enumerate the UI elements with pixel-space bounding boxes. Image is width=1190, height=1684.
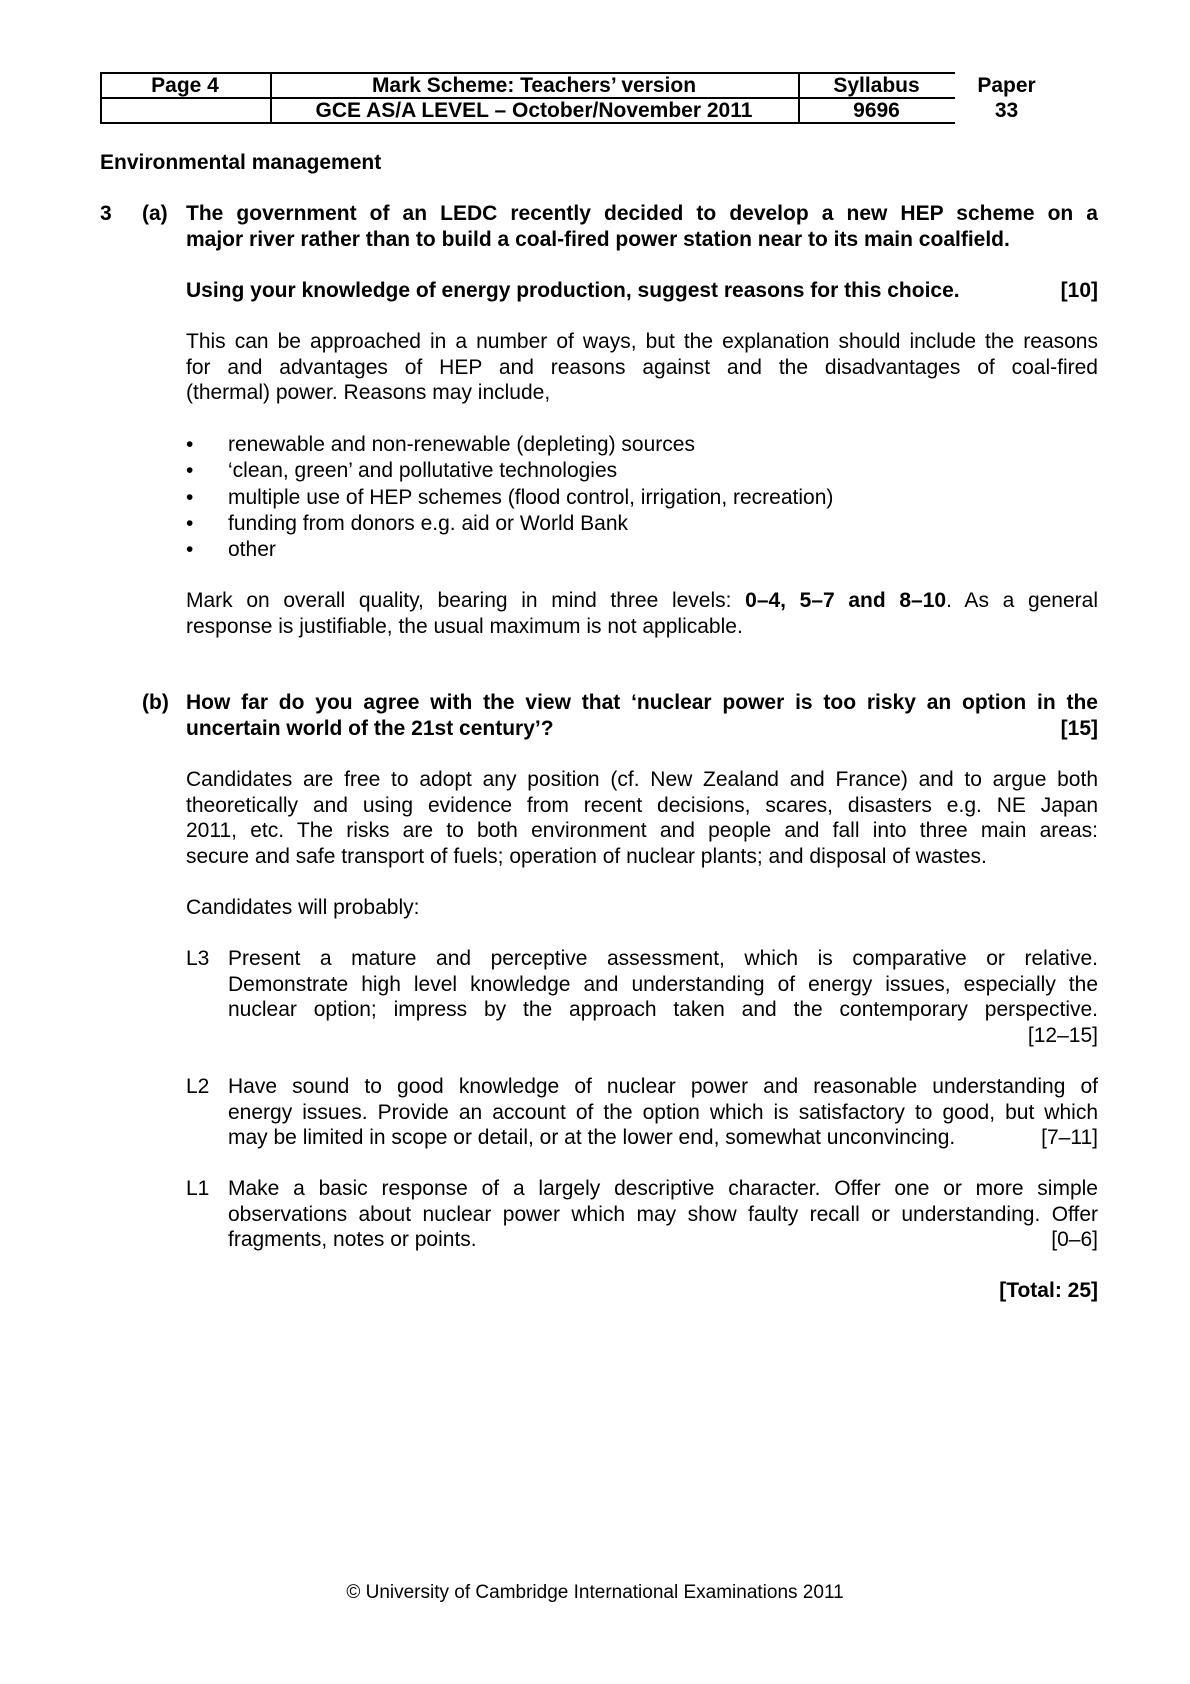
level-range: [12–15] (1027, 1023, 1098, 1047)
list-item: multiple use of HEP schemes (flood control, irrigation, recreation) (228, 486, 834, 509)
bullet-icon: • (186, 459, 194, 482)
intro-line: Candidates are free to adopt any position (cf. New Zealand and France) and to argue both (186, 768, 1098, 791)
intro-line: secure and safe transport of fuels; operation of nuclear plants; and disposal of wastes. (186, 844, 987, 868)
level-line: Present a mature and perceptive assessment, which is comparative or relative. (228, 947, 1098, 970)
level-description (228, 1074, 1098, 1151)
list-item: renewable and non-renewable (depleting) sources (228, 433, 695, 456)
part-a-instruction-row (186, 278, 1098, 304)
intro-line: 2011, etc. The risks are to both environment and people and fall into three main areas: (186, 819, 1098, 842)
part-a-instruction: Using your knowledge of energy production, suggest reasons for this choice. (186, 279, 960, 302)
mark-levels: 0–4, 5–7 and 8–10 (745, 589, 947, 612)
list-item: funding from donors e.g. aid or World Bank (228, 512, 628, 535)
bullet-icon: • (186, 433, 194, 456)
total-marks: [Total: 25] (999, 1279, 1098, 1302)
level-line: energy issues. Provide an account of the option which is satisfactory to good, but which (228, 1100, 1098, 1124)
level-line: Make a basic response of a largely descriptive character. Offer one or more simple (228, 1177, 1098, 1200)
header-paper-label: Paper (977, 74, 1036, 97)
part-b-label: (b) (142, 691, 169, 714)
mark-note-text: . As a general (946, 589, 1098, 612)
candidates-line: Candidates will probably: (186, 896, 420, 919)
intro-line: (thermal) power. Reasons may include, (186, 381, 551, 404)
level-line: Demonstrate high level knowledge and understanding of energy issues, especially the (228, 972, 1098, 996)
intro-line: This can be approached in a number of ways, but the explanation should include the reasons (186, 330, 1098, 353)
intro-line: theoretically and using evidence from recent decisions, scares, disasters e.g. NE Japan (186, 793, 1098, 817)
level-description (228, 1176, 1098, 1253)
header-title: Mark Scheme: Teachers’ version (371, 74, 697, 97)
question-line: major river rather than to build a coal-fired power station near to its main coalfield. (186, 227, 1010, 251)
intro-line: for and advantages of HEP and reasons against and the disadvantages of coal-fired (186, 355, 1098, 379)
header-syllabus-label: Syllabus (833, 74, 920, 97)
header-page: Page 4 (151, 74, 219, 97)
part-a-question (186, 201, 1098, 252)
level-text: fragments, notes or points. (228, 1228, 477, 1251)
section-title: Environmental management (100, 151, 382, 174)
part-b-question (186, 690, 1098, 741)
question-number: 3 (100, 202, 112, 225)
bullet-icon: • (186, 486, 194, 509)
level-description (228, 946, 1098, 1048)
mark-note-text: Mark on overall quality, bearing in mind three levels: (186, 589, 746, 612)
part-a-label: (a) (142, 202, 168, 225)
header-exam: GCE AS/A LEVEL – October/November 2011 (315, 99, 753, 122)
header-syllabus-code: 9696 (853, 99, 900, 122)
footer-copyright: © University of Cambridge International Examinations 2011 (346, 1582, 844, 1603)
mark-note-line (186, 588, 1098, 614)
header-paper-number: 33 (994, 99, 1019, 122)
part-a-intro (186, 329, 1098, 406)
list-item: other (228, 538, 276, 561)
question-line: How far do you agree with the view that ‘nuclear power is too risky an option in the (186, 691, 1098, 714)
part-a-mark-note (186, 588, 1098, 639)
level-label: L2 (186, 1075, 210, 1098)
level-line: nuclear option; impress by the approach taken and the contemporary perspective. (228, 998, 1098, 1021)
header-table (100, 72, 1058, 124)
question-line: The government of an LEDC recently decided to develop a new HEP scheme on a (186, 202, 1098, 225)
level-range: [7–11] (1041, 1126, 1098, 1149)
part-b-marks: [15] (1060, 716, 1098, 740)
level-label: L3 (186, 947, 210, 970)
bullet-icon: • (186, 512, 194, 535)
list-item: ‘clean, green’ and pollutative technologies (228, 459, 618, 482)
level-line: Have sound to good knowledge of nuclear power and reasonable understanding of (228, 1075, 1098, 1098)
level-line (228, 1125, 1098, 1151)
part-a-marks: [10] (1060, 279, 1098, 302)
part-b-intro (186, 767, 1098, 869)
bullet-icon: • (186, 538, 194, 561)
level-range: [0–6] (1051, 1228, 1098, 1251)
level-line: observations about nuclear power which may show faulty recall or understanding. Offer (228, 1202, 1098, 1226)
level-line (228, 1227, 1098, 1253)
mark-note-line: response is justifiable, the usual maximum is not applicable. (186, 614, 743, 638)
question-line: uncertain world of the 21st century’? (186, 716, 554, 740)
level-label: L1 (186, 1177, 210, 1200)
level-text: may be limited in scope or detail, or at the lower end, somewhat unconvincing. (228, 1126, 956, 1149)
